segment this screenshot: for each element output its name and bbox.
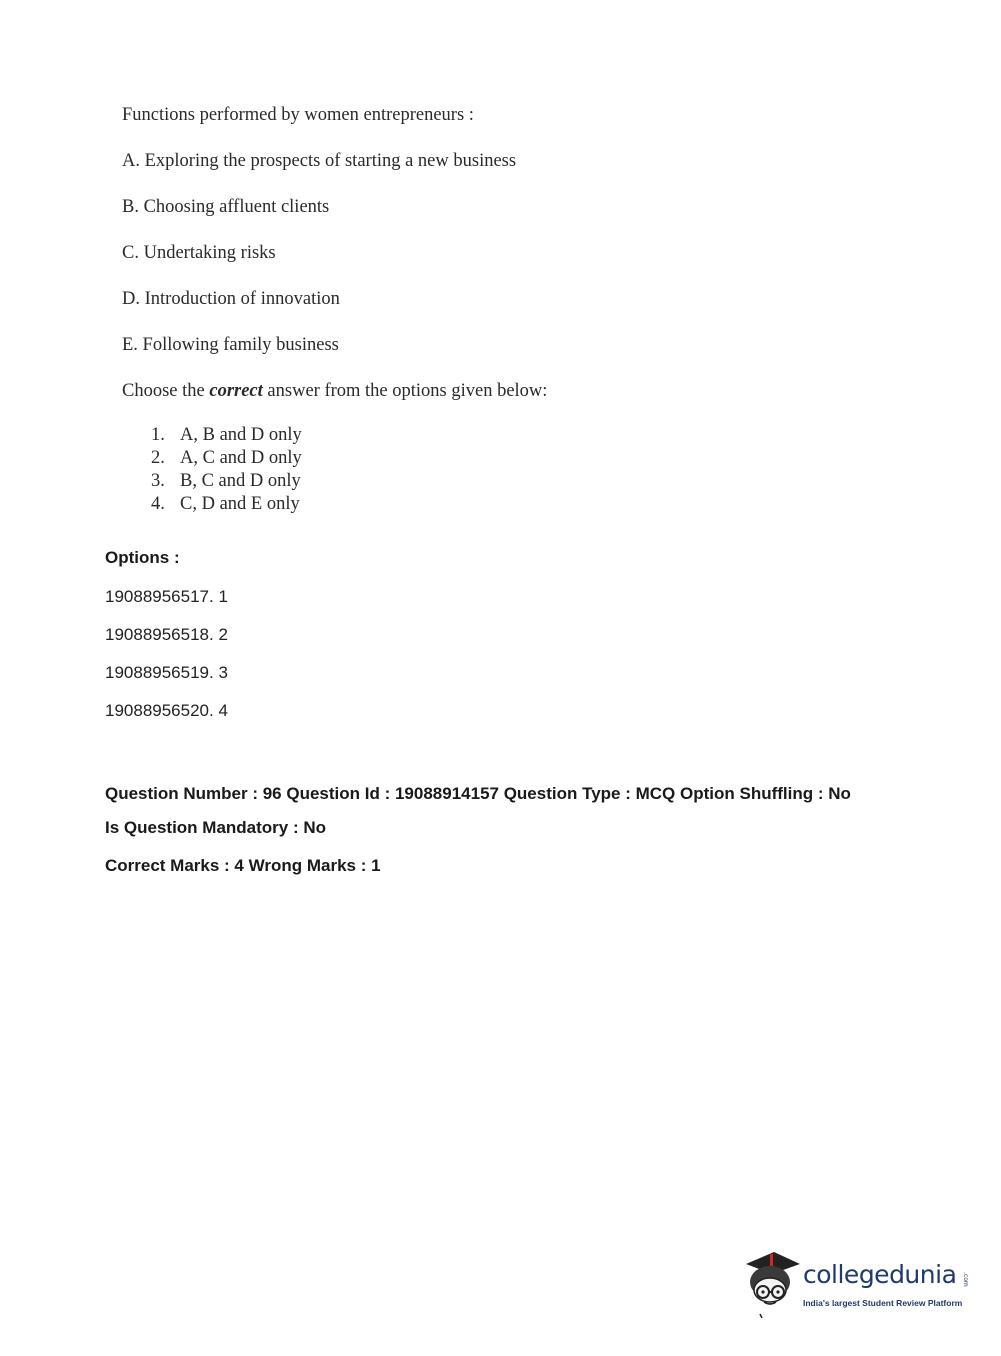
statement-c: C. Undertaking risks xyxy=(122,243,276,263)
statement-b: B. Choosing affluent clients xyxy=(122,197,330,217)
marks-meta: Correct Marks : 4 Wrong Marks : 1 xyxy=(105,856,381,875)
collegedunia-logo xyxy=(740,1248,980,1318)
question-block xyxy=(122,104,822,516)
statement-d: D. Introduction of innovation xyxy=(122,289,340,309)
logo-tagline: India's largest Student Review Platform xyxy=(803,1298,963,1308)
statement-e: E. Following family business xyxy=(122,335,339,355)
answer-item: 1. A, B and D only xyxy=(151,425,302,445)
option-item-4: 19088956520. 4 xyxy=(105,701,228,720)
logo-wordmark: collegedunia xyxy=(803,1260,957,1289)
option-item-2: 19088956518. 2 xyxy=(105,625,228,644)
question-meta: Question Number : 96 Question Id : 19088914157 Question Type : MCQ Option Shuffling : No xyxy=(105,784,851,803)
statement-a: A. Exploring the prospects of starting a new business xyxy=(122,151,517,171)
answer-item: 4. C, D and E only xyxy=(151,494,300,514)
mandatory-meta: Is Question Mandatory : No xyxy=(105,818,327,837)
mascot-icon xyxy=(740,1248,802,1318)
instruction-emphasis: correct xyxy=(209,381,263,401)
question-intro: Functions performed by women entrepreneurs : xyxy=(122,105,474,125)
answer-item: 3. B, C and D only xyxy=(151,471,301,491)
options-title: Options : xyxy=(105,548,180,567)
answer-list xyxy=(151,424,822,516)
logo-suffix: .com xyxy=(962,1272,969,1287)
answer-item: 2. A, C and D only xyxy=(151,448,302,468)
instruction: Choose the correct answer from the options given below: xyxy=(122,381,548,401)
option-item-3: 19088956519. 3 xyxy=(105,663,228,682)
option-item-1: 19088956517. 1 xyxy=(105,587,228,606)
